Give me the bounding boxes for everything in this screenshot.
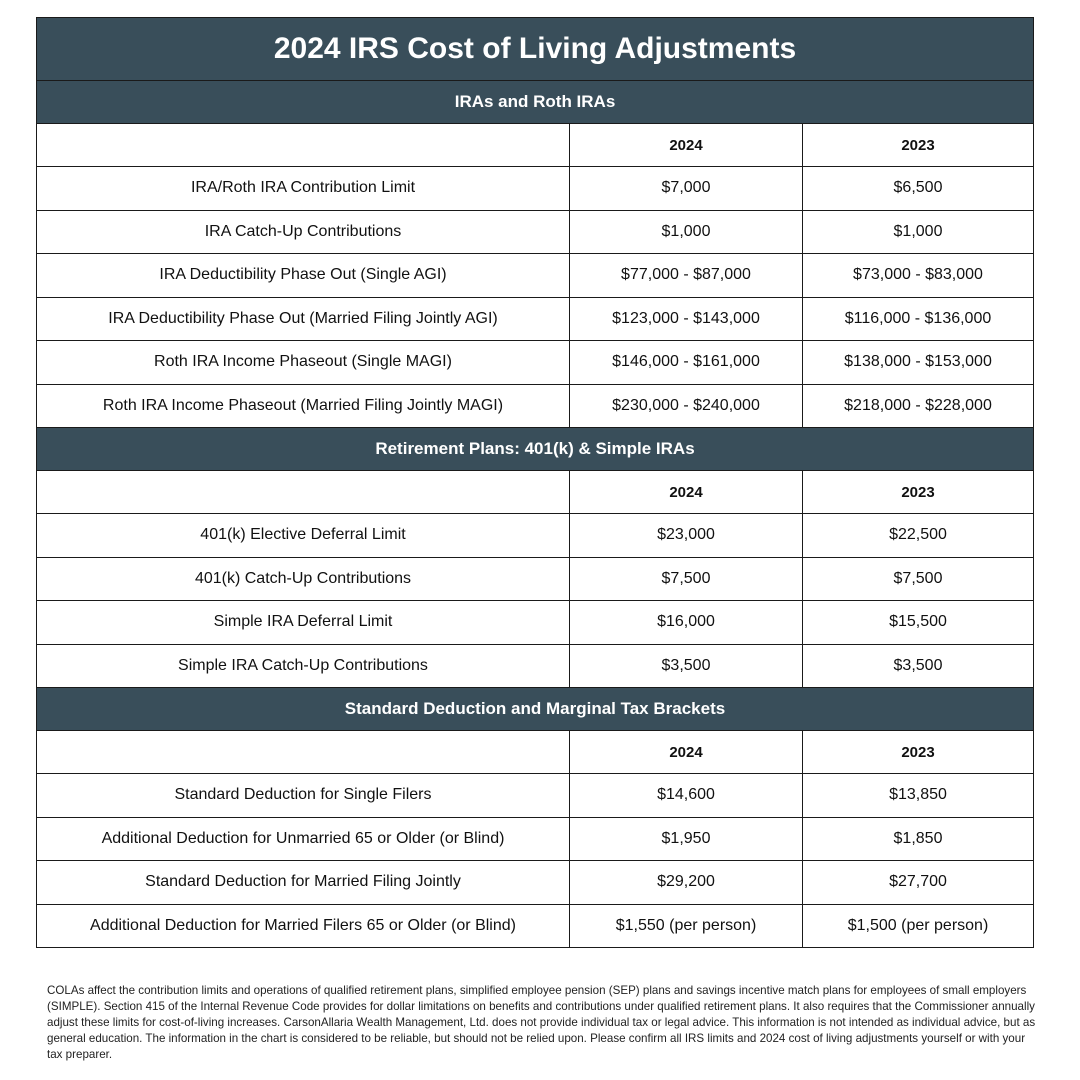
table-row bbox=[37, 341, 1034, 385]
row-label: Additional Deduction for Married Filers 65 or Older (or Blind) bbox=[37, 904, 570, 948]
column-header-row bbox=[37, 731, 1034, 774]
column-header-blank bbox=[37, 471, 570, 514]
table-row bbox=[37, 774, 1034, 818]
table-row bbox=[37, 254, 1034, 298]
table-row bbox=[37, 601, 1034, 645]
value-2023: $73,000 - $83,000 bbox=[803, 254, 1034, 298]
cola-table bbox=[36, 17, 1034, 948]
row-label: IRA Deductibility Phase Out (Single AGI) bbox=[37, 254, 570, 298]
value-2023: $22,500 bbox=[803, 514, 1034, 558]
value-2023: $1,500 (per person) bbox=[803, 904, 1034, 948]
cola-sheet bbox=[36, 17, 1033, 948]
table-row bbox=[37, 514, 1034, 558]
row-label: Additional Deduction for Unmarried 65 or Older (or Blind) bbox=[37, 817, 570, 861]
column-header-year: 2024 bbox=[570, 124, 803, 167]
row-label: IRA/Roth IRA Contribution Limit bbox=[37, 167, 570, 211]
column-header-year: 2023 bbox=[803, 731, 1034, 774]
disclaimer-text: COLAs affect the contribution limits and operations of qualified retirement plans, simplified employee pension (SEP) plans and savings incentive match plans for employees of small employers (SIMPLE). Section 415 of the Internal Revenue Code provides for dollar limitations on benefits and contributions under qualified retirement plans. It also requires that the Commissioner annually adjust these limits for cost-of-living increases. CarsonAllaria Wealth Management, Ltd. does not provide individual tax or legal advice. This information is not intended as individual advice, but as general education. The information in the chart is considered to be reliable, but should not be relied upon. Please confirm all IRS limits and 2024 cost of living adjustments yourself or with your tax preparer. bbox=[47, 983, 1036, 1061]
page-title: 2024 IRS Cost of Living Adjustments bbox=[37, 18, 1034, 81]
table-row bbox=[37, 644, 1034, 688]
table-row bbox=[37, 817, 1034, 861]
value-2024: $23,000 bbox=[570, 514, 803, 558]
row-label: Roth IRA Income Phaseout (Married Filing Jointly MAGI) bbox=[37, 384, 570, 428]
value-2024: $1,000 bbox=[570, 210, 803, 254]
column-header-year: 2024 bbox=[570, 471, 803, 514]
table-row bbox=[37, 297, 1034, 341]
row-label: Simple IRA Deferral Limit bbox=[37, 601, 570, 645]
value-2023: $1,850 bbox=[803, 817, 1034, 861]
column-header-row bbox=[37, 471, 1034, 514]
value-2023: $15,500 bbox=[803, 601, 1034, 645]
value-2024: $123,000 - $143,000 bbox=[570, 297, 803, 341]
value-2024: $77,000 - $87,000 bbox=[570, 254, 803, 298]
row-label: Standard Deduction for Single Filers bbox=[37, 774, 570, 818]
column-header-row bbox=[37, 124, 1034, 167]
column-header-year: 2023 bbox=[803, 124, 1034, 167]
value-2024: $7,500 bbox=[570, 557, 803, 601]
value-2024: $14,600 bbox=[570, 774, 803, 818]
value-2023: $13,850 bbox=[803, 774, 1034, 818]
table-row bbox=[37, 384, 1034, 428]
value-2024: $1,550 (per person) bbox=[570, 904, 803, 948]
value-2023: $3,500 bbox=[803, 644, 1034, 688]
value-2024: $3,500 bbox=[570, 644, 803, 688]
column-header-blank bbox=[37, 731, 570, 774]
value-2023: $138,000 - $153,000 bbox=[803, 341, 1034, 385]
value-2024: $16,000 bbox=[570, 601, 803, 645]
row-label: Roth IRA Income Phaseout (Single MAGI) bbox=[37, 341, 570, 385]
row-label: IRA Catch-Up Contributions bbox=[37, 210, 570, 254]
value-2024: $29,200 bbox=[570, 861, 803, 905]
column-header-blank bbox=[37, 124, 570, 167]
column-header-year: 2024 bbox=[570, 731, 803, 774]
value-2024: $146,000 - $161,000 bbox=[570, 341, 803, 385]
section-heading: Retirement Plans: 401(k) & Simple IRAs bbox=[37, 428, 1034, 471]
row-label: 401(k) Catch-Up Contributions bbox=[37, 557, 570, 601]
value-2023: $116,000 - $136,000 bbox=[803, 297, 1034, 341]
value-2024: $1,950 bbox=[570, 817, 803, 861]
section-heading-row bbox=[37, 428, 1034, 471]
row-label: IRA Deductibility Phase Out (Married Filing Jointly AGI) bbox=[37, 297, 570, 341]
value-2023: $218,000 - $228,000 bbox=[803, 384, 1034, 428]
table-row bbox=[37, 557, 1034, 601]
row-label: 401(k) Elective Deferral Limit bbox=[37, 514, 570, 558]
section-heading: IRAs and Roth IRAs bbox=[37, 81, 1034, 124]
value-2023: $6,500 bbox=[803, 167, 1034, 211]
value-2024: $7,000 bbox=[570, 167, 803, 211]
column-header-year: 2023 bbox=[803, 471, 1034, 514]
section-heading-row bbox=[37, 688, 1034, 731]
title-row bbox=[37, 18, 1034, 81]
row-label: Simple IRA Catch-Up Contributions bbox=[37, 644, 570, 688]
table-row bbox=[37, 210, 1034, 254]
row-label: Standard Deduction for Married Filing Jointly bbox=[37, 861, 570, 905]
table-row bbox=[37, 904, 1034, 948]
value-2023: $27,700 bbox=[803, 861, 1034, 905]
section-heading: Standard Deduction and Marginal Tax Brackets bbox=[37, 688, 1034, 731]
value-2023: $7,500 bbox=[803, 557, 1034, 601]
section-heading-row bbox=[37, 81, 1034, 124]
value-2023: $1,000 bbox=[803, 210, 1034, 254]
table-row bbox=[37, 861, 1034, 905]
value-2024: $230,000 - $240,000 bbox=[570, 384, 803, 428]
table-row bbox=[37, 167, 1034, 211]
